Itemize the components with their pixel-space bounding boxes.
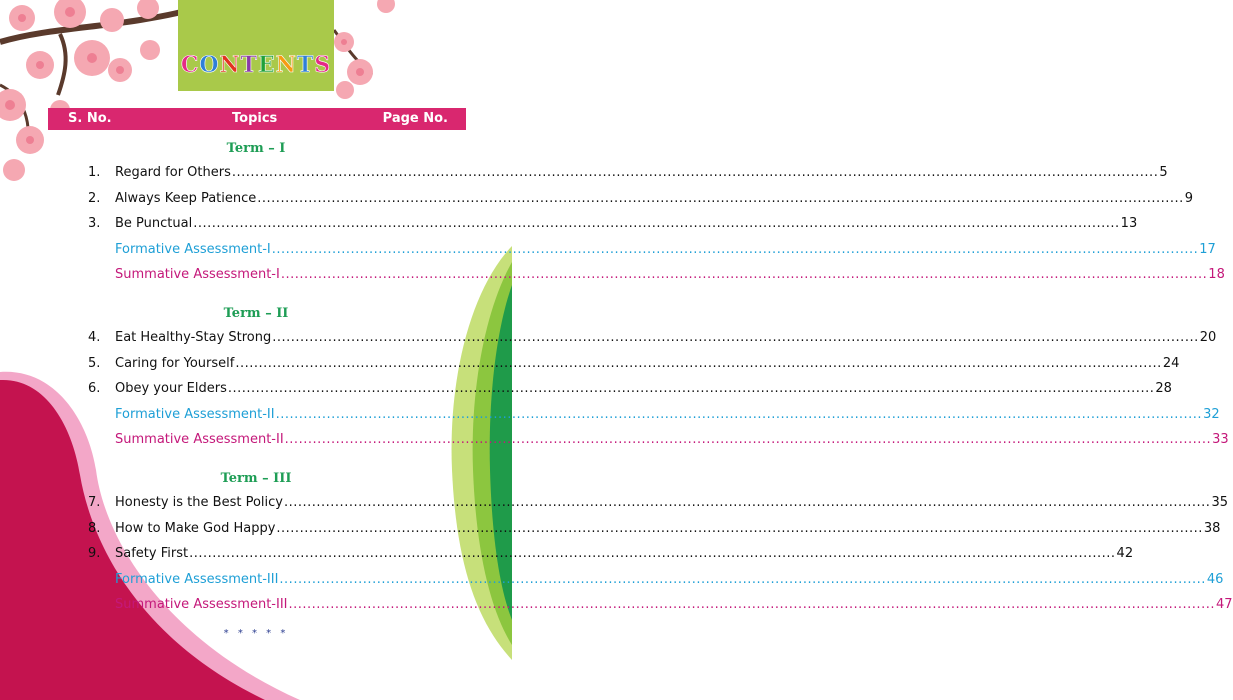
entry-page: 32	[1203, 406, 1220, 422]
toc-entry	[88, 241, 1216, 260]
toc-entry	[88, 406, 1220, 425]
entry-page: 17	[1199, 241, 1216, 257]
toc-entry	[88, 520, 1221, 539]
entry-title: Obey your Elders	[115, 381, 227, 396]
toc-entry	[88, 190, 1194, 209]
dot-leader: ........................................................................................................................................................................................................	[227, 381, 1155, 396]
dot-leader: ........................................................................................................................................................................................................	[235, 355, 1162, 371]
entry-number: 5.	[88, 355, 101, 371]
entry-title: Summative Assessment-III	[115, 597, 288, 612]
entry-page: 9	[1184, 190, 1194, 206]
entry-title: Formative Assessment-III	[115, 571, 279, 587]
header-sno: S. No.	[68, 111, 112, 126]
entry-line	[115, 406, 1220, 422]
entry-line	[115, 165, 1168, 180]
dot-leader: ........................................................................................................................................................................................................	[189, 546, 1116, 561]
entry-page: 38	[1203, 520, 1221, 536]
entry-page: 33	[1212, 432, 1229, 447]
dot-leader: ........................................................................................................................................................................................................	[271, 241, 1199, 257]
entry-line	[115, 381, 1172, 396]
entry-line	[115, 355, 1180, 371]
entry-number: 7.	[88, 495, 101, 510]
entry-title: How to Make God Happy	[115, 520, 276, 536]
dot-leader: ........................................................................................................................................................................................................	[280, 267, 1208, 282]
entry-line	[115, 432, 1229, 447]
toc-entry	[88, 546, 1134, 564]
header-page-no: Page No.	[382, 111, 448, 126]
term-heading: Term – II	[223, 306, 289, 321]
entry-title: Honesty is the Best Policy	[115, 495, 283, 510]
toc-entry	[88, 381, 1172, 399]
title-letter: T	[240, 52, 258, 78]
title-letter: T	[296, 52, 315, 78]
dot-leader: ........................................................................................................................................................................................................	[284, 432, 1212, 447]
header-topics: Topics	[232, 111, 278, 126]
term-heading: Term – I	[226, 141, 286, 156]
table-header-bar	[48, 108, 466, 130]
toc-entry	[88, 165, 1168, 183]
entry-number: 2.	[88, 190, 101, 206]
entry-page: 13	[1120, 216, 1138, 231]
page-decoration	[0, 0, 512, 700]
entry-title: Formative Assessment-II	[115, 406, 275, 422]
entry-line	[115, 216, 1138, 231]
entry-title: Be Punctual	[115, 216, 193, 231]
dot-leader: ........................................................................................................................................................................................................	[288, 597, 1215, 612]
entry-title: Caring for Yourself	[115, 355, 235, 371]
dot-leader: ........................................................................................................................................................................................................	[231, 165, 1159, 180]
dot-leader: ........................................................................................................................................................................................................	[276, 520, 1203, 536]
entry-page: 35	[1211, 495, 1228, 510]
entry-title: Summative Assessment-II	[115, 432, 284, 447]
entry-line	[115, 571, 1224, 587]
entry-line	[115, 520, 1221, 536]
entry-line	[115, 330, 1217, 345]
entry-page: 20	[1199, 330, 1217, 345]
title-letter: O	[199, 52, 220, 78]
entry-number: 1.	[88, 165, 101, 180]
toc-entry	[88, 216, 1138, 234]
toc-entry	[88, 330, 1217, 348]
entry-title: Eat Healthy-Stay Strong	[115, 330, 272, 345]
entry-number: 4.	[88, 330, 101, 345]
entry-title: Always Keep Patience	[115, 190, 257, 206]
dot-leader: ........................................................................................................................................................................................................	[279, 571, 1206, 587]
entry-line	[115, 241, 1216, 257]
entry-number: 6.	[88, 381, 101, 396]
entry-title: Safety First	[115, 546, 189, 561]
entry-title: Regard for Others	[115, 165, 231, 180]
cherry-blossom-cluster-decoration	[334, 0, 395, 99]
dot-leader: ........................................................................................................................................................................................................	[257, 190, 1184, 206]
entry-page: 18	[1208, 267, 1225, 282]
title-letter: C	[180, 52, 200, 78]
entry-title: Formative Assessment-I	[115, 241, 271, 257]
toc-entry	[88, 571, 1224, 590]
entry-page: 47	[1215, 597, 1233, 612]
end-stars: * * * * *	[223, 628, 289, 639]
entry-page: 24	[1162, 355, 1180, 371]
entry-number: 3.	[88, 216, 101, 231]
entry-page: 46	[1206, 571, 1224, 587]
dot-leader: ........................................................................................................................................................................................................	[193, 216, 1120, 231]
contents-title-box	[178, 0, 334, 91]
entry-title: Summative Assessment-I	[115, 267, 280, 282]
title-letter: N	[275, 52, 297, 78]
entry-number: 8.	[88, 520, 101, 536]
toc-entry	[88, 597, 1233, 615]
contents-title	[178, 52, 334, 78]
entry-line	[115, 495, 1228, 510]
dot-leader: ........................................................................................................................................................................................................	[272, 330, 1199, 345]
toc-entry	[88, 495, 1228, 513]
toc-entry	[88, 432, 1229, 450]
entry-number: 9.	[88, 546, 101, 561]
dot-leader: ........................................................................................................................................................................................................	[275, 406, 1203, 422]
entry-page: 42	[1116, 546, 1134, 561]
term-heading: Term – III	[220, 471, 292, 486]
entry-page: 28	[1155, 381, 1172, 396]
entry-page: 5	[1159, 165, 1168, 180]
entry-line	[115, 190, 1194, 206]
title-letter: N	[219, 52, 241, 78]
title-letter: E	[258, 52, 276, 78]
toc-entry	[88, 355, 1180, 374]
toc-entry	[88, 267, 1225, 285]
entry-line	[115, 597, 1233, 612]
dot-leader: ........................................................................................................................................................................................................	[283, 495, 1211, 510]
entry-line	[115, 546, 1134, 561]
title-letter: S	[314, 52, 332, 78]
entry-line	[115, 267, 1225, 282]
